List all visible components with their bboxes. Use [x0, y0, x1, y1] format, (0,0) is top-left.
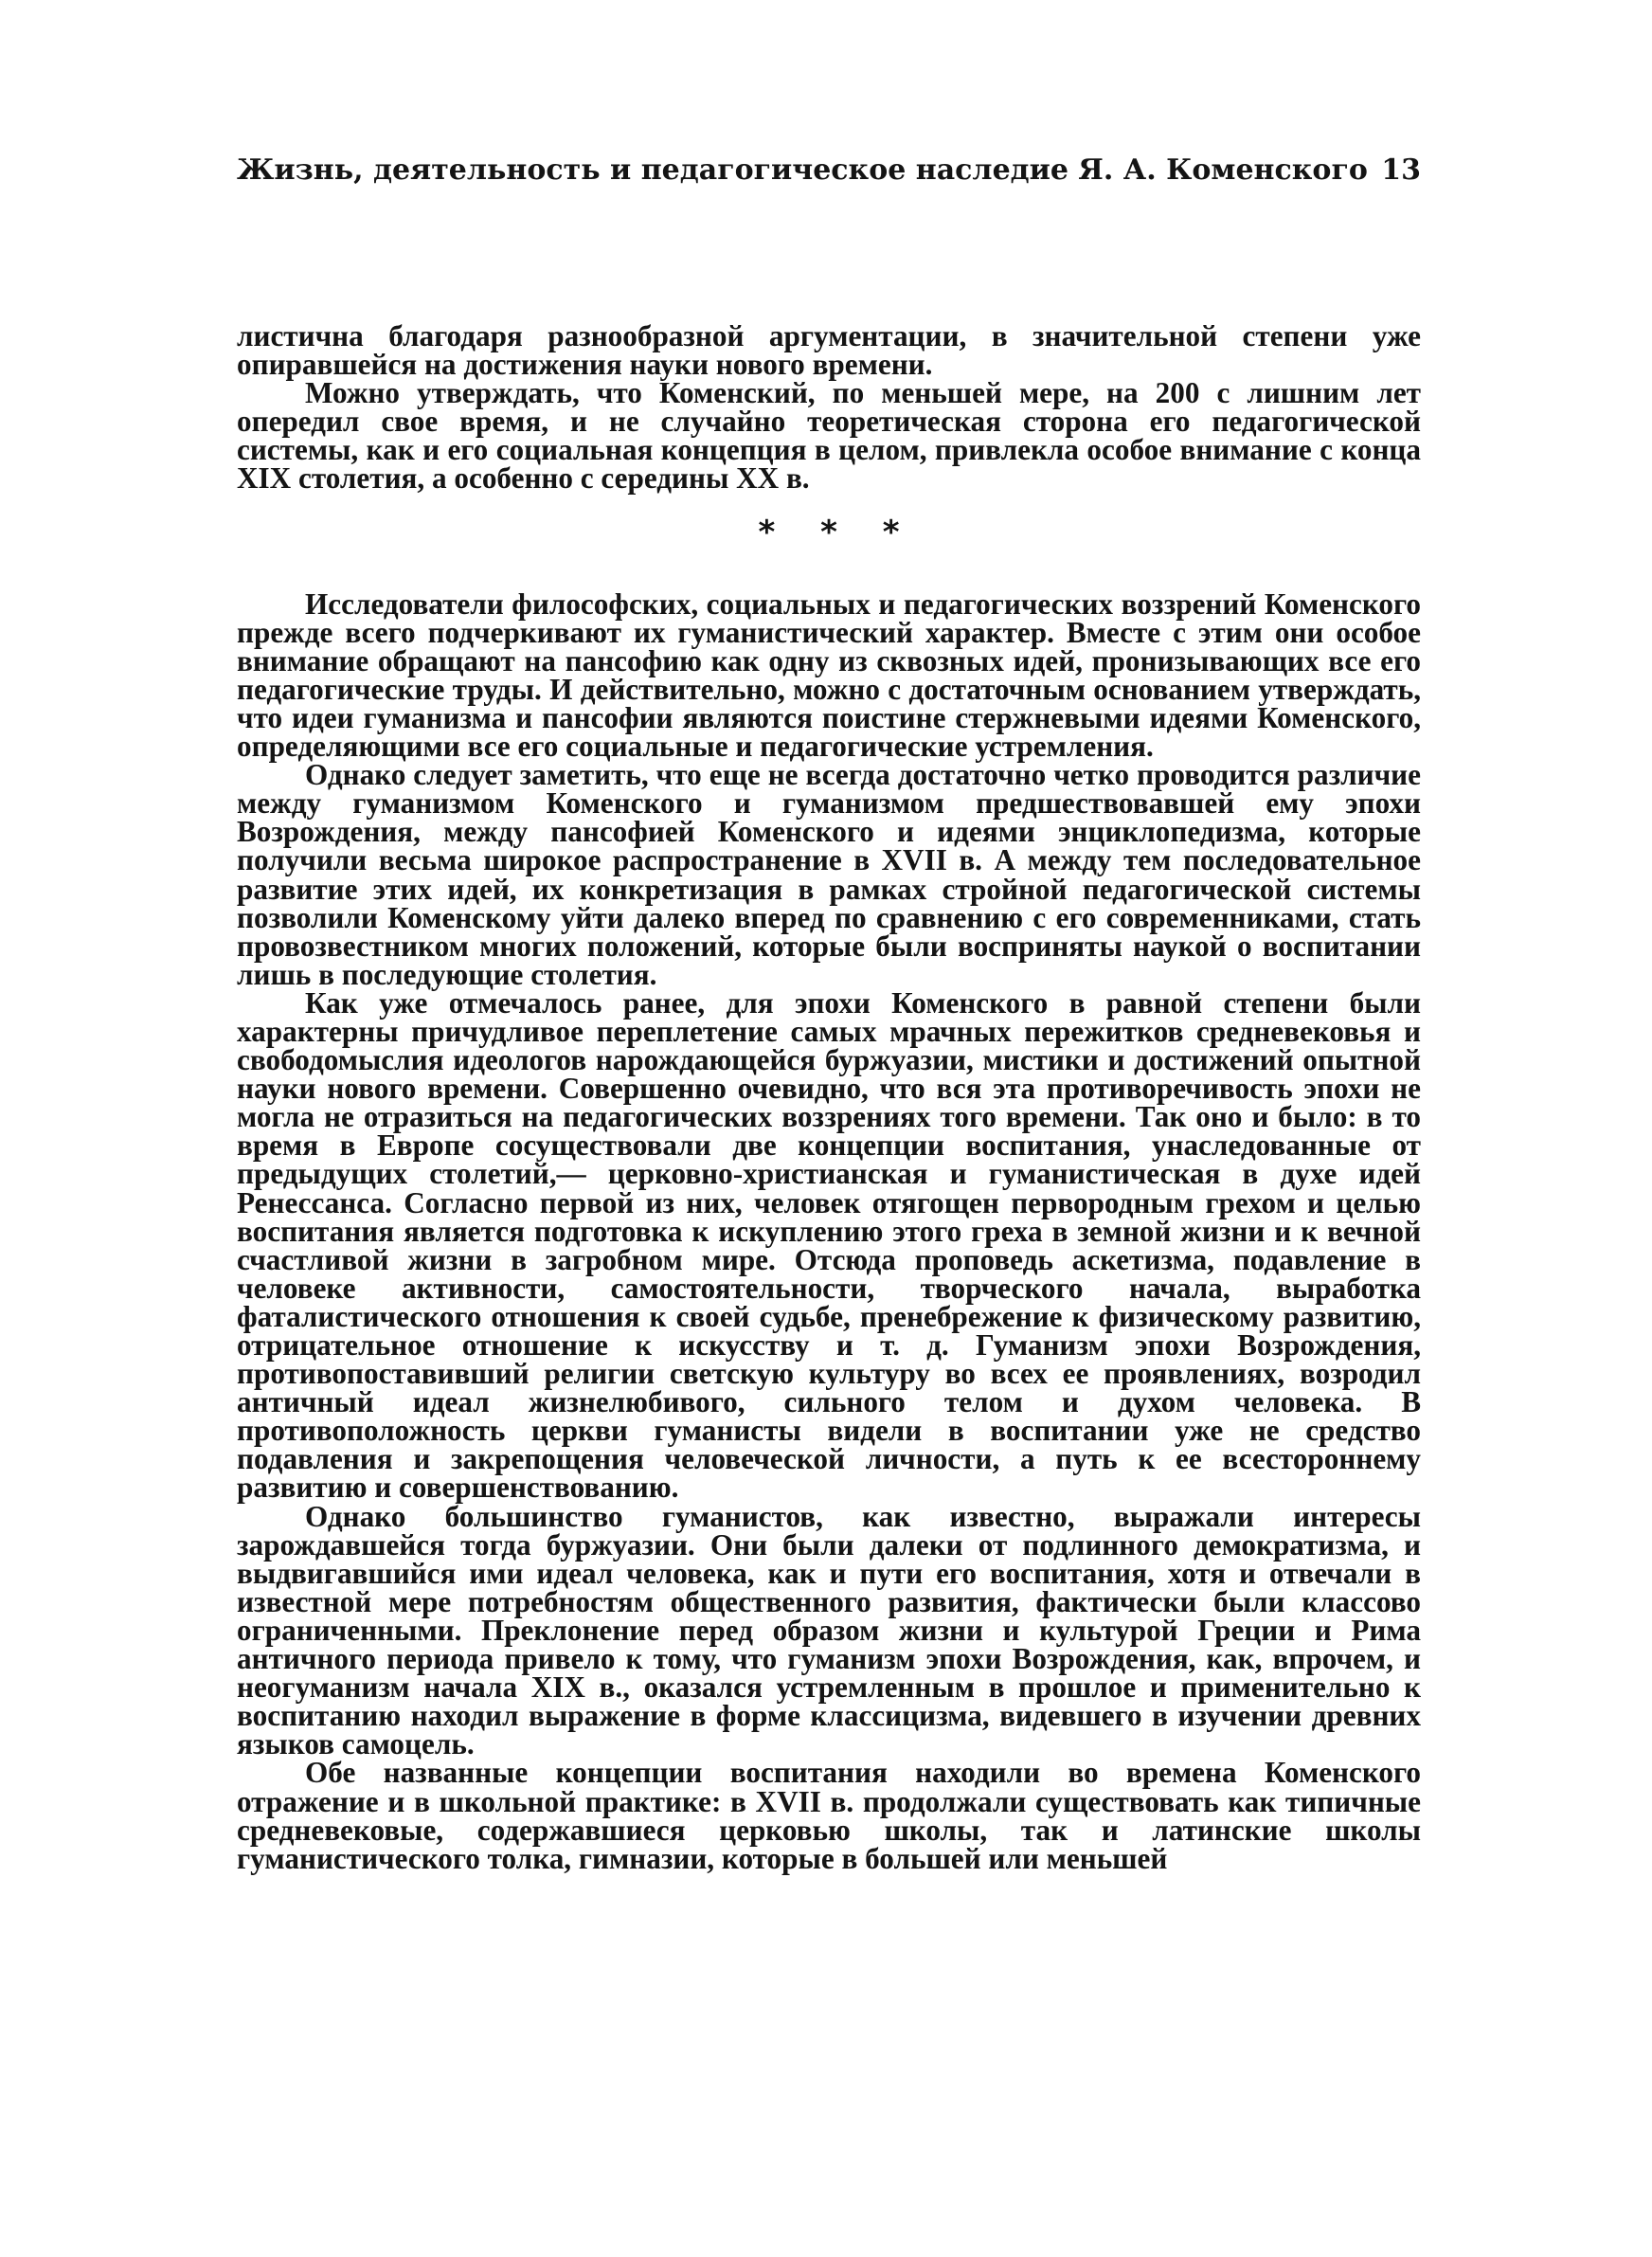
body-text [237, 319, 1421, 1875]
paragraph: Обе названные концепции воспитания находили во времена Коменского отражение и в школьной практике: в XVII в. продолжали существовать как типичные средневековые, содержавшиеся церковью школы, так и латинские школы гуманистического толка, гимназии, которые в большей или меньшей [237, 1756, 1421, 1875]
book-page [237, 142, 1421, 2208]
paragraph: Однако большинство гуманистов, как известно, выражали интересы зарождавшейся тогда буржуазии. Они были далеки от подлинного демократизма, и выдвигавшийся ими идеал человека, как и пути его воспитания, хотя и отвечали в известной мере потребностям общественного развития, фактически были классово ограниченными. Преклонение перед образом жизни и культурой Греции и Рима античного периода привело к тому, что гуманизм эпохи Возрождения, как, впрочем, и неогуманизм начала XIX в., оказался устремленным в прошлое и применительно к воспитанию находил выражение в форме классицизма, видевшего в изучении древних языков самоцель. [237, 1499, 1421, 1761]
page-number: 13 [1381, 153, 1421, 187]
running-head-title: Жизнь, деятельность и педагогическое наследие Я. А. Коменского [237, 153, 1368, 187]
paragraph: Как уже отмечалось ранее, для эпохи Коменского в равной степени были характерны причудливое переплетение самых мрачных пережитков средневековья и свободомыслия идеологов нарождающейся буржуазии, мистики и достижений опытной науки нового времени. Совершенно очевидно, что вся эта противоречивость эпохи не могла не отразиться на педагогических воззрениях того времени. Так оно и было: в то время в Европе сосуществовали две концепции воспитания, унаследованные от предыдущих столетий,— церковно-христианская и гуманистическая в духе идей Ренессанса. Согласно первой из них, человек отягощен первородным грехом и целью воспитания является подготовка к искуплению этого греха в земной жизни и к вечной счастливой жизни в загробном мире. Отсюда проповедь аскетизма, подавление в человеке активности, самостоятельности, творческого начала, выработка фаталистического отношения к своей судьбе, пренебрежение к физическому развитию, отрицательное отношение к искусству и т. д. Гуманизм эпохи Возрождения, противопоставивший религии светскую культуру во всех ее проявлениях, возродил античный идеал жизнелюбивого, сильного телом и духом человека. В противоположность церкви гуманисты видели в воспитании уже не средство подавления и закрепощения человеческой личности, а путь к ее всестороннему развитию и совершенствованию. [237, 985, 1421, 1505]
section-separator: * * * [758, 513, 917, 551]
paragraph: Исследователи философских, социальных и педагогических воззрений Коменского прежде всего подчеркивают их гуманистический характер. Вместе с этим они особое внимание обращают на пансофию как одну из сквозных идей, пронизывающих все его педагогические труды. И действительно, можно с достаточным основанием утверждать, что идеи гуманизма и пансофии являются поистине стержневыми идеями Коменского, определяющими все его социальные и педагогические устремления. [237, 587, 1421, 764]
paragraph: Можно утверждать, что Коменский, по меньшей мере, на 200 с лишним лет опередил свое время, и не случайно теоретическая сторона его педагогической системы, как и его социальная концепция в целом, привлекла особое внимание с конца XIX столетия, а особенно с середины XX в. [237, 376, 1421, 496]
paragraph: Однако следует заметить, что еще не всегда достаточно четко проводится различие между гуманизмом Коменского и гуманизмом предшествовавшей ему эпохи Возрождения, между пансофией Коменского и идеями энциклопедизма, которые получили весьма широкое распространение в XVII в. А между тем последовательное развитие этих идей, их конкретизация в рамках стройной педагогической системы позволили Коменскому уйти далеко вперед по сравнению с его современниками, стать провозвестником многих положений, которые были восприняты наукой о воспитании лишь в последующие столетия. [237, 758, 1421, 991]
paragraph: листична благодаря разнообразной аргументации, в значительной степени уже опиравшейся на достижения науки нового времени. [237, 319, 1421, 382]
running-head [237, 142, 1421, 199]
